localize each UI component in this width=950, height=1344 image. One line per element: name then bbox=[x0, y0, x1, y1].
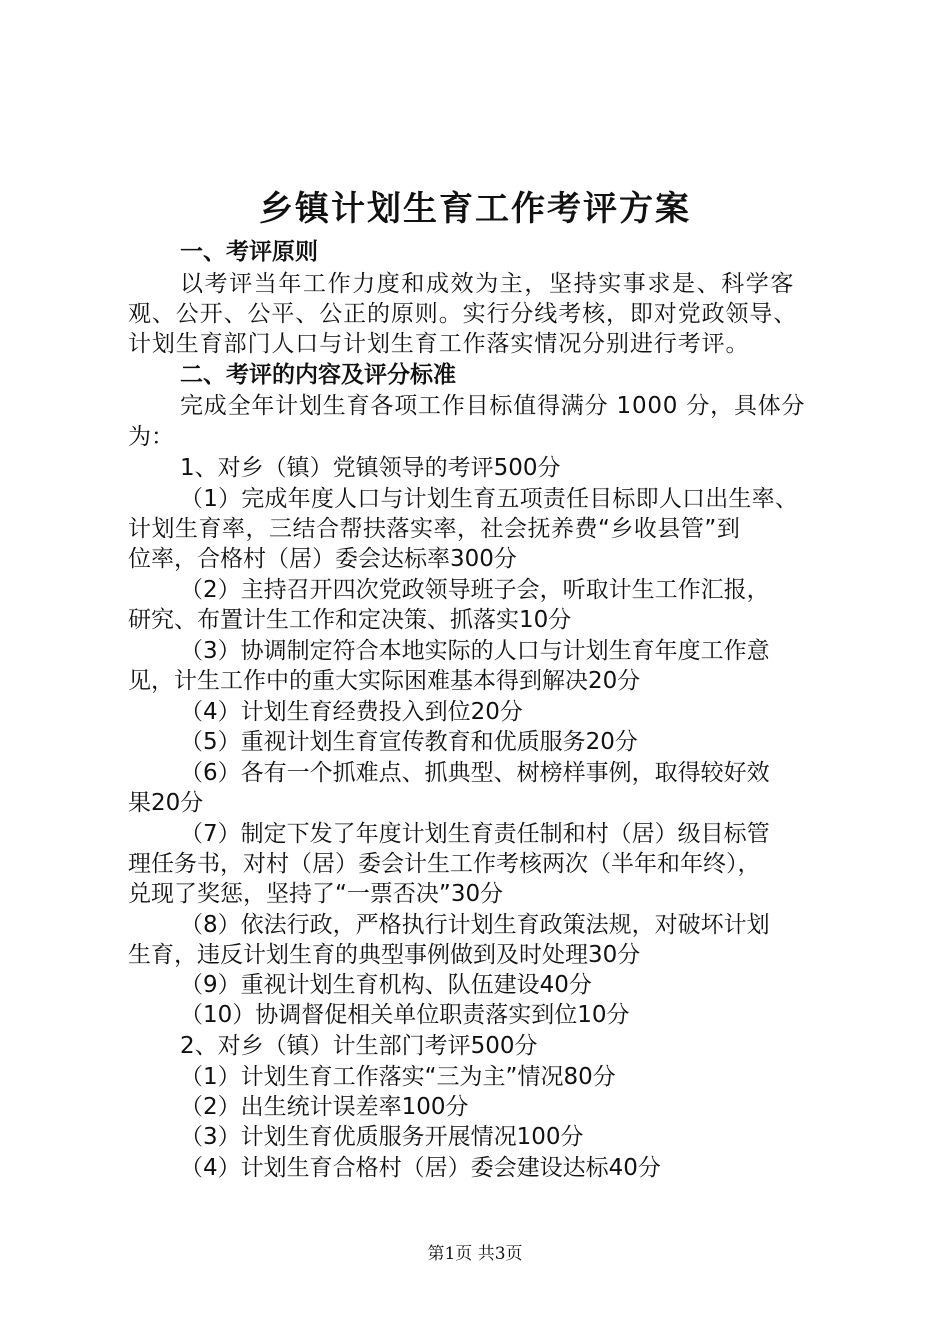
list-item: （4）计划生育经费投入到位20分 bbox=[180, 699, 523, 725]
list-item-continuation: 兑现了奖惩，坚持了“一票否决”30分 bbox=[128, 881, 504, 907]
list-item: （6）各有一个抓难点、抓典型、树榜样事例，取得较好效 bbox=[180, 760, 770, 786]
subsection-heading: 1、对乡（镇）党镇领导的考评500分 bbox=[180, 455, 561, 481]
document-title: 乡镇计划生育工作考评方案 bbox=[259, 189, 691, 229]
paragraph-line: 观、公开、公平、公正的原则。实行分线考核，即对党政领导、 bbox=[128, 301, 798, 327]
list-item: （3）协调制定符合本地实际的人口与计划生育年度工作意 bbox=[180, 638, 770, 664]
list-item: （1）计划生育工作落实“三为主”情况80分 bbox=[180, 1064, 616, 1090]
list-item-continuation: 位率，合格村（居）委会达标率300分 bbox=[128, 546, 517, 572]
list-item: （5）重视计划生育宣传教育和优质服务20分 bbox=[180, 729, 638, 755]
list-item-continuation: 见，计生工作中的重大实际困难基本得到解决20分 bbox=[128, 668, 641, 694]
list-item-continuation: 果20分 bbox=[128, 790, 204, 816]
paragraph-line: 为： bbox=[128, 424, 174, 450]
paragraph-line: 以考评当年工作力度和成效为主，坚持实事求是、科学客 bbox=[180, 271, 795, 297]
list-item: （2）出生统计误差率100分 bbox=[180, 1094, 469, 1120]
subsection-heading: 2、对乡（镇）计生部门考评500分 bbox=[180, 1033, 538, 1059]
paragraph-line: 完成全年计划生育各项工作目标值得满分 1000 分，具体分 bbox=[180, 393, 806, 419]
paragraph-line: 计划生育部门人口与计划生育工作落实情况分别进行考评。 bbox=[128, 331, 750, 357]
section-heading-principles: 一、考评原则 bbox=[180, 239, 318, 265]
list-item: （10）协调督促相关单位职责落实到位10分 bbox=[180, 1002, 630, 1028]
list-item-continuation: 理任务书，对村（居）委会计生工作考核两次（半年和年终）， bbox=[128, 851, 761, 877]
list-item: （7）制定下发了年度计划生育责任制和村（居）级目标管 bbox=[180, 821, 770, 847]
page-number-footer: 第1页 共3页 bbox=[427, 1244, 523, 1264]
list-item: （1）完成年度人口与计划生育五项责任目标即人口出生率、 bbox=[180, 486, 799, 512]
list-item: （3）计划生育优质服务开展情况100分 bbox=[180, 1124, 584, 1150]
list-item: （8）依法行政，严格执行计划生育政策法规，对破坏计划 bbox=[180, 912, 770, 938]
list-item-continuation: 计划生育率，三结合帮扶落实率，社会抚养费“乡收县管”到 bbox=[128, 516, 741, 542]
section-heading-content: 二、考评的内容及评分标准 bbox=[180, 362, 456, 388]
list-item-continuation: 生育，违反计划生育的典型事例做到及时处理30分 bbox=[128, 942, 641, 968]
list-item: （2）主持召开四次党政领导班子会，听取计生工作汇报， bbox=[180, 577, 770, 603]
list-item-continuation: 研究、布置计生工作和定决策、抓落实10分 bbox=[128, 607, 572, 633]
list-item: （9）重视计划生育机构、队伍建设40分 bbox=[180, 972, 592, 998]
list-item: （4）计划生育合格村（居）委会建设达标40分 bbox=[180, 1155, 661, 1181]
